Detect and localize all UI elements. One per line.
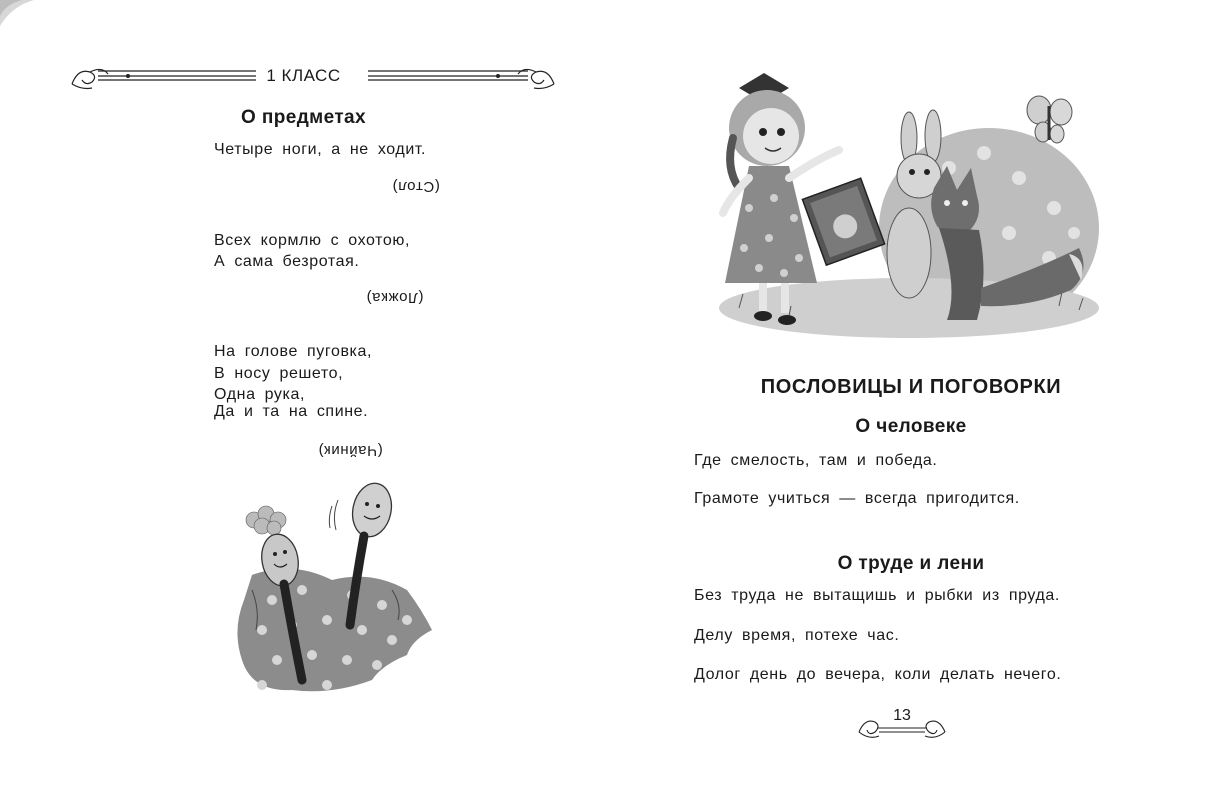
riddle-3-line-3: Одна рука, [214, 386, 306, 403]
proverb-person-2: Грамоте учиться — всегда пригодится. [694, 490, 1020, 507]
section-title-objects: О предметах [241, 107, 366, 128]
proverb-person-1: Где смелость, там и победа. [694, 452, 938, 469]
section-title-labor: О труде и лени [837, 553, 985, 574]
grade-text: 1 КЛАСС [256, 66, 350, 85]
proverbs-title: ПОСЛОВИЦЫ И ПОГОВОРКИ [760, 376, 1062, 398]
page-number: 13 [893, 707, 911, 724]
riddle-3-line-1: На голове пуговка, [214, 343, 373, 360]
riddle-1-answer: (Стол) [392, 178, 440, 195]
riddle-3-answer: (Чайник) [318, 442, 383, 459]
spoons-illustration [232, 480, 440, 705]
section-title-person: О человеке [855, 416, 967, 437]
proverb-labor-3: Долог день до вечера, коли делать нечего. [694, 666, 1062, 683]
left-page [0, 0, 607, 798]
riddle-2-answer: (Ложка) [366, 289, 424, 306]
proverb-labor-1: Без труда не вытащишь и рыбки из пруда. [694, 587, 1060, 604]
riddle-3-line-4: Да и та на спине. [214, 403, 369, 420]
riddle-3-line-2: В носу решето, [214, 365, 344, 382]
riddle-2-line-2: А сама безротая. [214, 253, 360, 270]
riddle-2-line-1: Всех кормлю с охотою, [214, 232, 411, 249]
riddle-1-line-1: Четыре ноги, а не ходит. [214, 141, 427, 158]
right-page [607, 0, 1215, 798]
girl-bunny-fox-illustration [719, 58, 1104, 340]
grade-heading [0, 66, 607, 86]
proverb-labor-2: Делу время, потехе час. [694, 627, 900, 644]
